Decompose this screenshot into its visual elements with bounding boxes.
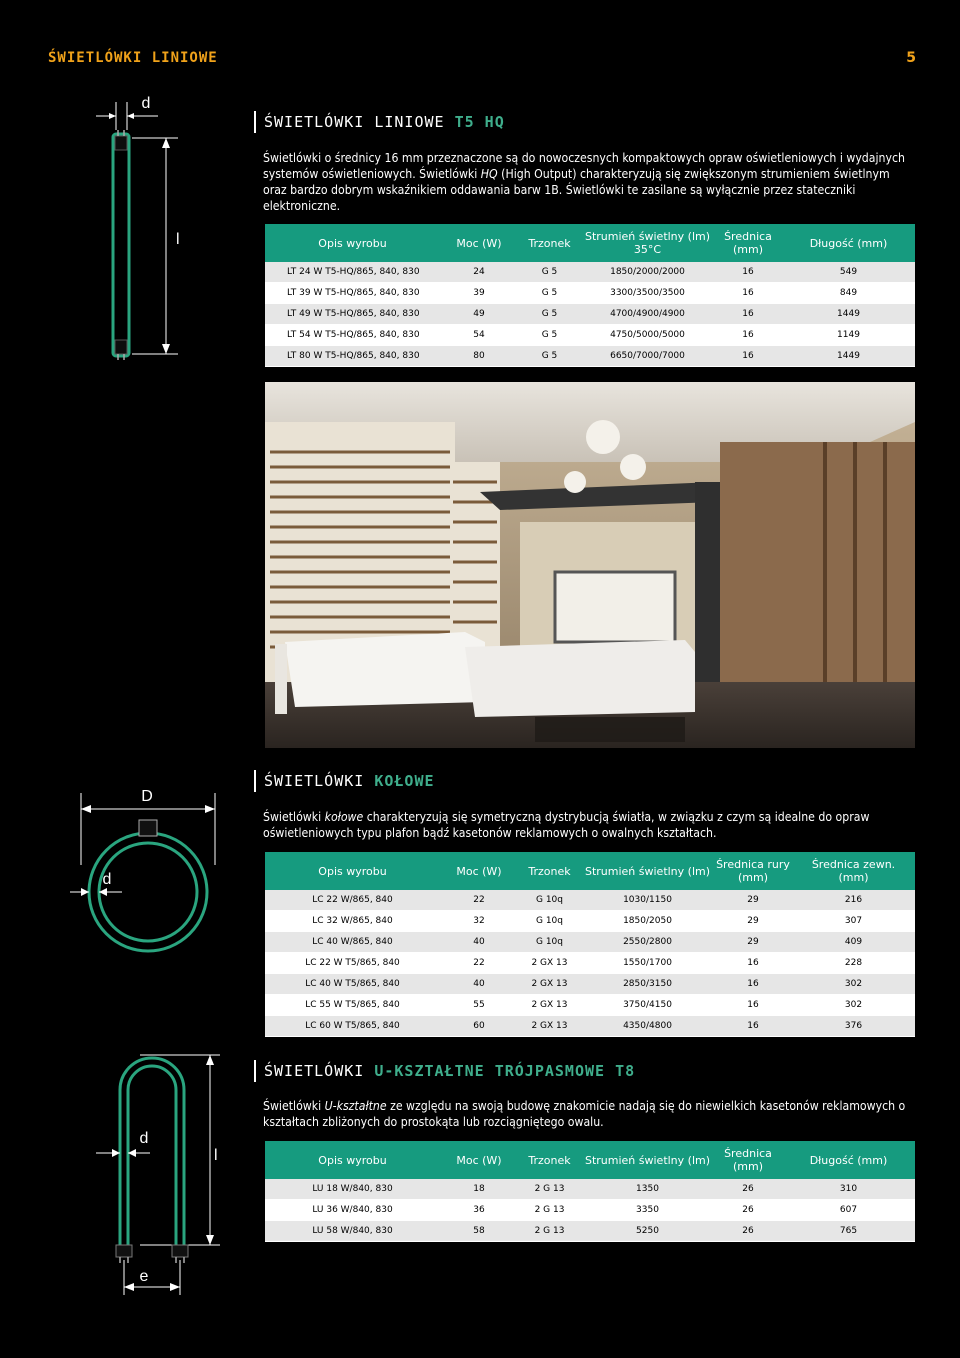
section-title-accent: T5 HQ bbox=[454, 113, 505, 131]
length-label: l bbox=[214, 1147, 218, 1164]
table-row: LC 55 W T5/865, 840 55 2 GX 13 3750/4150 16 302 bbox=[265, 995, 915, 1016]
col-header: Moc (W) bbox=[440, 852, 518, 890]
col-header: Długość (mm) bbox=[782, 1141, 915, 1179]
table-row: LT 39 W T5-HQ/865, 840, 830 39 G 5 3300/3500/3500 16 849 bbox=[265, 283, 915, 304]
col-header: Średnica zewn. (mm) bbox=[792, 852, 915, 890]
length-label: l bbox=[176, 231, 180, 248]
col-header: Trzonek bbox=[518, 1141, 581, 1179]
table-row: LU 18 W/840, 830 18 2 G 13 1350 26 310 bbox=[265, 1179, 915, 1200]
page-header bbox=[48, 50, 916, 70]
section-title-t5hq bbox=[254, 111, 505, 133]
section-title-plain: ŚWIETLÓWKI bbox=[264, 772, 375, 790]
col-header: Opis wyrobu bbox=[265, 1141, 440, 1179]
col-header: Średnica rury (mm) bbox=[714, 852, 792, 890]
section-description-u: Świetlówki U-kształtne ze względu na swoją budowę znakomicie nadają się do niewielkich kasetonów reklamowych o kształtach zbliżonych do prostokąta lub rozciągniętego owalu. bbox=[263, 1099, 906, 1129]
section-title-plain: ŚWIETLÓWKI bbox=[264, 1062, 375, 1080]
col-header: Trzonek bbox=[518, 224, 581, 262]
table-row: LC 32 W/865, 840 32 G 10q 1850/2050 29 307 bbox=[265, 911, 915, 932]
section-title-u bbox=[254, 1060, 635, 1082]
diameter-label: d bbox=[141, 95, 151, 112]
table-header-row bbox=[265, 852, 915, 890]
table-row: LT 49 W T5-HQ/865, 840, 830 49 G 5 4700/4900/4900 16 1449 bbox=[265, 304, 915, 325]
col-header: Moc (W) bbox=[440, 1141, 518, 1179]
col-header: Średnica (mm) bbox=[714, 1141, 782, 1179]
table-row: LC 22 W/865, 840 22 G 10q 1030/1150 29 216 bbox=[265, 890, 915, 911]
section-title-kolowe bbox=[254, 770, 435, 792]
outer-diameter-label: D bbox=[141, 788, 153, 805]
table-row: LT 54 W T5-HQ/865, 840, 830 54 G 5 4750/5000/5000 16 1149 bbox=[265, 325, 915, 346]
table-row: LC 22 W T5/865, 840 22 2 GX 13 1550/1700 16 228 bbox=[265, 953, 915, 974]
section-description-t5hq: Świetlówki o średnicy 16 mm przeznaczone są do nowoczesnych kompaktowych opraw oświetleniowych i wydajnych systemów oświetleniowych. Świetlówki HQ (High Output) charakteryzują się zwiększonym strumieniem świetlnym oraz bardzo dobrym wskaźnikiem oddawania barw 1B. Świetlówki te zasilane są wyłącznie przez stateczniki elektroniczne. bbox=[263, 151, 905, 213]
circular-tube-diagram bbox=[60, 780, 240, 960]
col-header: Opis wyrobu bbox=[265, 852, 440, 890]
table-row: LU 58 W/840, 830 58 2 G 13 5250 26 765 bbox=[265, 1221, 915, 1242]
col-header: Średnica (mm) bbox=[714, 224, 782, 262]
interior-photo bbox=[265, 382, 915, 748]
page-number: 5 bbox=[906, 50, 916, 66]
col-header: Strumień świetlny (lm) bbox=[581, 852, 714, 890]
tube-diameter-label: d bbox=[102, 871, 112, 888]
col-header: Trzonek bbox=[518, 852, 581, 890]
tube-diameter-label: d bbox=[139, 1130, 149, 1147]
table-row: LU 36 W/840, 830 36 2 G 13 3350 26 607 bbox=[265, 1200, 915, 1221]
col-header: Strumień świetlny (lm) 35°C bbox=[581, 224, 714, 262]
spec-table-t5hq bbox=[265, 224, 915, 367]
col-header: Strumień świetlny (lm) bbox=[581, 1141, 714, 1179]
linear-tube-diagram bbox=[80, 90, 190, 370]
section-description-kolowe: Świetlówki kołowe charakteryzują się symetryczną dystrybucją światła, w związku z czym są idealne do opraw oświetleniowych typu plafon bądź kasetonów reklamowych o owalnych kształtach. bbox=[263, 810, 870, 840]
spec-table-kolowe bbox=[265, 852, 915, 1037]
col-header: Moc (W) bbox=[440, 224, 518, 262]
table-row: LC 60 W T5/865, 840 60 2 GX 13 4350/4800 16 376 bbox=[265, 1016, 915, 1037]
section-title-accent: U-KSZTAŁTNE TRÓJPASMOWE T8 bbox=[374, 1062, 636, 1080]
table-header-row bbox=[265, 1141, 915, 1179]
table-header-row bbox=[265, 224, 915, 262]
spacing-label: e bbox=[139, 1268, 149, 1285]
section-title-plain: ŚWIETLÓWKI LINIOWE bbox=[264, 113, 455, 131]
spec-table-u bbox=[265, 1141, 915, 1242]
table-row: LC 40 W T5/865, 840 40 2 GX 13 2850/3150 16 302 bbox=[265, 974, 915, 995]
col-header: Długość (mm) bbox=[782, 224, 915, 262]
table-row: LT 80 W T5-HQ/865, 840, 830 80 G 5 6650/7000/7000 16 1449 bbox=[265, 346, 915, 367]
section-title-accent: KOŁOWE bbox=[374, 772, 435, 790]
table-row: LT 24 W T5-HQ/865, 840, 830 24 G 5 1850/2000/2000 16 549 bbox=[265, 262, 915, 283]
page-header-title: ŚWIETLÓWKI LINIOWE bbox=[48, 50, 218, 66]
col-header: Opis wyrobu bbox=[265, 224, 440, 262]
u-tube-diagram bbox=[90, 1045, 230, 1305]
table-row: LC 40 W/865, 840 40 G 10q 2550/2800 29 409 bbox=[265, 932, 915, 953]
